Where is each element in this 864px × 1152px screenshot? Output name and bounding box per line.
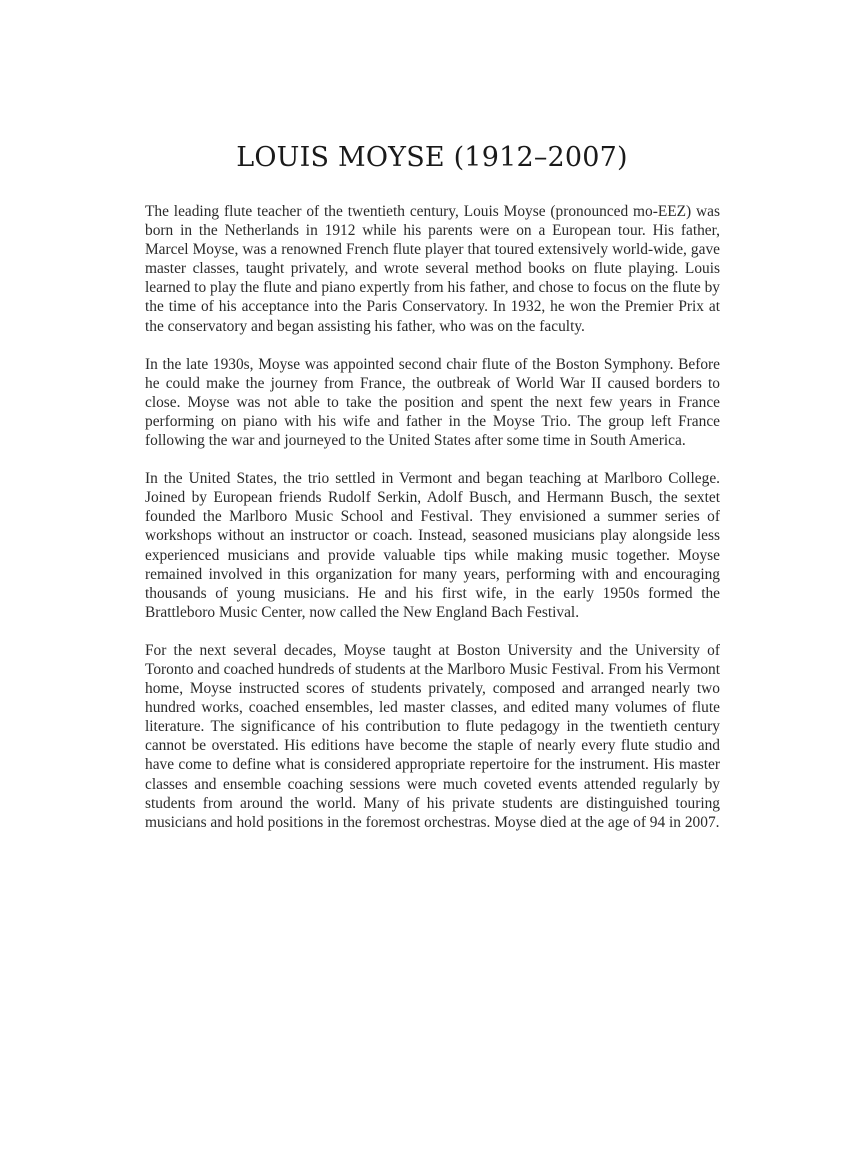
paragraph-war-years: In the late 1930s, Moyse was appointed second chair flute of the Boston Symphony. Before he could make the journey from France, the outbreak of World War II caused borders to close. Moyse was not able to take the position and spent the next few years in France performing on piano with his wife and father in the Moyse Trio. The group left France following the war and journeyed to the United States after some time in South America. bbox=[145, 355, 720, 450]
paragraph-legacy: For the next several decades, Moyse taught at Boston University and the University of Toronto and coached hundreds of students at the Marlboro Music Festival. From his Vermont home, Moyse instructed scores of students privately, composed and arranged nearly two hundred works, coached ensembles, led master classes, and edited many volumes of flute literature. The significance of his contribution to flute pedagogy in the twentieth century cannot be overstated. His editions have become the staple of nearly every flute studio and have come to define what is considered appropriate repertoire for the instrument. His master classes and ensemble coaching sessions were much coveted events attended regularly by students from around the world. Many of his private students are distinguished touring musicians and hold positions in the foremost orchestras. Moyse died at the age of 94 in 2007. bbox=[145, 641, 720, 831]
page-title: LOUIS MOYSE (1912–2007) bbox=[236, 142, 628, 173]
paragraph-marlboro: In the United States, the trio settled in Vermont and began teaching at Marlboro College. Joined by European friends Rudolf Serkin, Adolf Busch, and Hermann Busch, the sextet founded the Marlboro Music School and Festival. They envisioned a summer series of workshops without an instructor or coach. Instead, seasoned musicians play alongside less experienced musicians and provide valuable tips while making music together. Moyse remained involved in this organization for many years, performing with and encouraging thousands of young musicians. He and his first wife, in the early 1950s formed the Brattleboro Music Center, now called the New England Bach Festival. bbox=[145, 470, 720, 621]
paragraph-early-life: The leading flute teacher of the twentieth century, Louis Moyse (pronounced mo-EEZ) was born in the Netherlands in 1912 while his parents were on a European tour. His father, Marcel Moyse, was a renowned French flute player that toured extensively world-wide, gave master classes, taught privately, and wrote several method books on flute playing. Louis learned to play the flute and piano expertly from his father, and chose to focus on the flute by the time of his acceptance into the Paris Conservatory. In 1932, he won the Premier Prix at the conservatory and began assisting his father, who was on the faculty. bbox=[145, 203, 720, 335]
body-text bbox=[145, 202, 720, 851]
